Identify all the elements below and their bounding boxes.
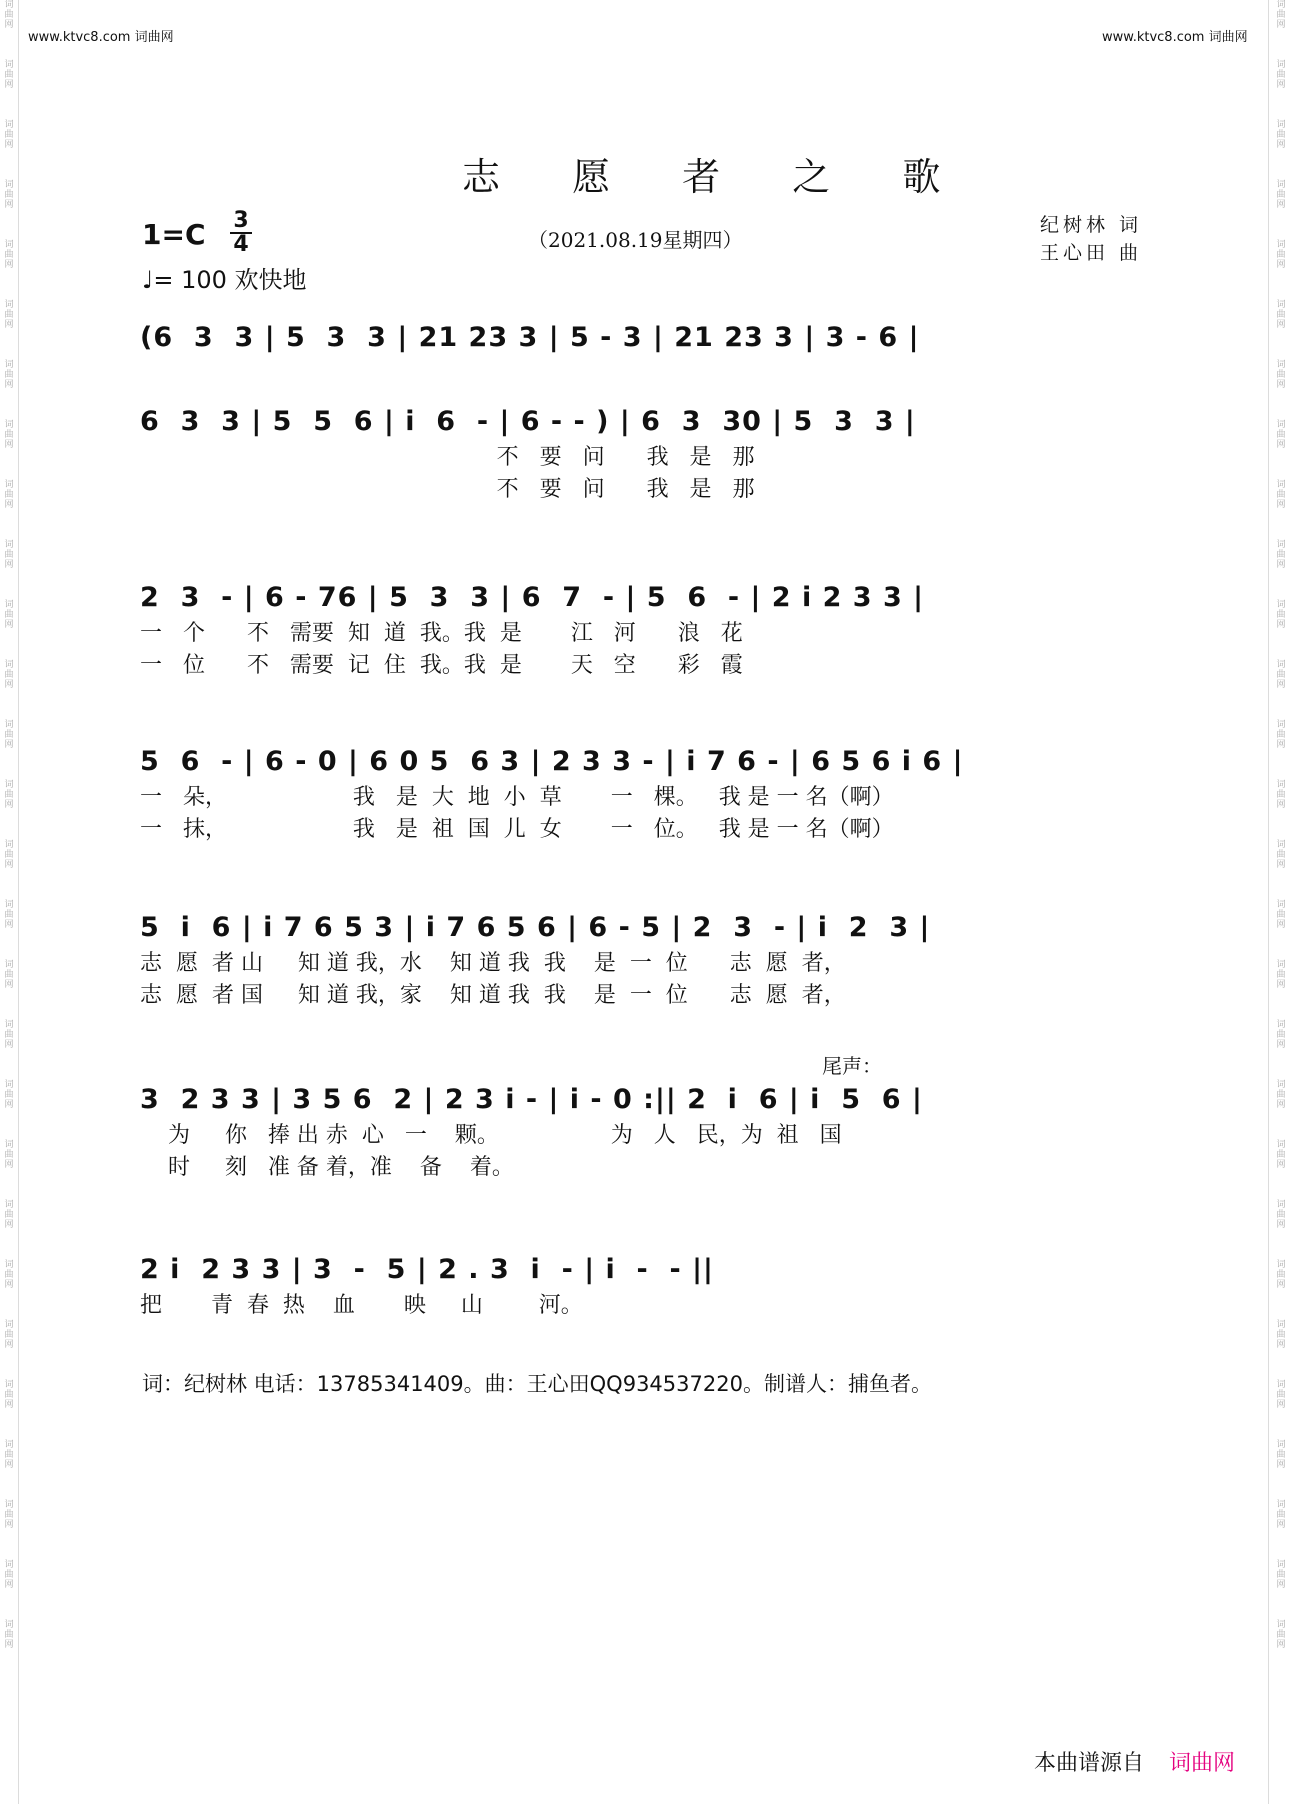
left-watermark-strip xyxy=(2,0,16,1804)
watermark-mark: 词 曲 网 xyxy=(1276,420,1286,450)
lyric-verse-1: 把 青 春 热 血 映 山 河。 xyxy=(140,1293,583,1318)
time-signature-bottom: 4 xyxy=(230,232,252,256)
score-system-2 xyxy=(140,402,1152,506)
tempo-text: = 100 欢快地 xyxy=(153,266,307,294)
watermark-mark: 词 曲 网 xyxy=(1276,360,1286,390)
lyric-verse-2: 志 愿 者 国 知 道 我，家 知 道 我 我 是 一 位 志 愿 者， xyxy=(140,983,846,1008)
watermark-mark: 词 曲 网 xyxy=(1276,1080,1286,1110)
lyric-verse-2: 不 要 问 我 是 那 xyxy=(140,477,755,502)
notation-line: 2 i 2 3 3 | 3 - 5 | 2 . 3 i - | i - - || xyxy=(140,1254,714,1285)
watermark-mark: 词 曲 网 xyxy=(1276,660,1286,690)
watermark-mark: 词 曲 网 xyxy=(1276,900,1286,930)
watermark-mark: 词 曲 网 xyxy=(1276,1620,1286,1650)
watermark-mark: 词 曲 网 xyxy=(4,1380,14,1410)
lyric-verse-1: 不 要 问 我 是 那 xyxy=(140,445,755,470)
watermark-mark: 词 曲 网 xyxy=(1276,0,1286,30)
notation-line: (6 3 3 | 5 3 3 | 21 23 3 | 5 - 3 | 21 23 3 | 3 - 6 | xyxy=(140,322,920,353)
source-site-link[interactable]: 词曲网 xyxy=(1169,1751,1236,1776)
score-system-7 xyxy=(140,1250,1152,1322)
watermark-mark: 词 曲 网 xyxy=(4,0,14,30)
right-margin-line xyxy=(1268,0,1269,1804)
watermark-mark: 词 曲 网 xyxy=(1276,180,1286,210)
watermark-mark: 词 曲 网 xyxy=(4,720,14,750)
tempo-marking xyxy=(142,260,307,295)
watermark-mark: 词 曲 网 xyxy=(4,240,14,270)
watermark-mark: 词 曲 网 xyxy=(1276,1320,1286,1350)
watermark-mark: 词 曲 网 xyxy=(4,600,14,630)
watermark-mark: 词 曲 网 xyxy=(4,420,14,450)
lyric-verse-1: 为 你 捧 出 赤 心 一 颗。 为 人 民，为 祖 国 xyxy=(140,1123,842,1148)
watermark-mark: 词 曲 网 xyxy=(4,480,14,510)
time-signature xyxy=(230,210,252,256)
watermark-mark: 词 曲 网 xyxy=(4,1320,14,1350)
watermark-mark: 词 曲 网 xyxy=(1276,720,1286,750)
quarter-note-icon: ♩ xyxy=(142,266,154,294)
source-attribution xyxy=(1034,1746,1235,1777)
watermark-mark: 词 曲 网 xyxy=(4,1440,14,1470)
watermark-mark: 词 曲 网 xyxy=(4,1200,14,1230)
lyric-verse-1: 志 愿 者 山 知 道 我，水 知 道 我 我 是 一 位 志 愿 者， xyxy=(140,951,846,976)
coda-label: 尾声： xyxy=(822,1054,882,1078)
watermark-mark: 词 曲 网 xyxy=(4,840,14,870)
song-title: 志 愿 者 之 歌 xyxy=(462,155,971,199)
watermark-mark: 词 曲 网 xyxy=(4,1080,14,1110)
watermark-mark: 词 曲 网 xyxy=(4,1020,14,1050)
watermark-mark: 词 曲 网 xyxy=(1276,1200,1286,1230)
left-margin-line xyxy=(18,0,19,1804)
watermark-mark: 词 曲 网 xyxy=(4,180,14,210)
watermark-mark: 词 曲 网 xyxy=(1276,1380,1286,1410)
right-watermark-strip xyxy=(1274,0,1288,1804)
lyric-verse-2: 一 位 不 需要 记 住 我。我 是 天 空 彩 霞 xyxy=(140,653,743,678)
watermark-mark: 词 曲 网 xyxy=(1276,540,1286,570)
date-note: （2021.08.19星期四） xyxy=(528,228,743,252)
site-mark-right[interactable]: www.ktvc8.com 词曲网 xyxy=(1102,30,1248,45)
watermark-mark: 词 曲 网 xyxy=(1276,1560,1286,1590)
watermark-mark: 词 曲 网 xyxy=(4,1140,14,1170)
watermark-mark: 词 曲 网 xyxy=(4,1620,14,1650)
notation-line: 2 3 - | 6 - 76 | 5 3 3 | 6 7 - | 5 6 - | 2 i 2 3 3 | xyxy=(140,582,925,613)
lyric-verse-1: 一 个 不 需要 知 道 我。我 是 江 河 浪 花 xyxy=(140,621,743,646)
watermark-mark: 词 曲 网 xyxy=(1276,1260,1286,1290)
notation-line: 5 i 6 | i 7 6 5 3 | i 7 6 5 6 | 6 - 5 | 2 3 - | i 2 3 | xyxy=(140,912,931,943)
source-prefix: 本曲谱源自 xyxy=(1034,1751,1145,1776)
score-system-6 xyxy=(140,1080,1152,1184)
watermark-mark: 词 曲 网 xyxy=(4,540,14,570)
watermark-mark: 词 曲 网 xyxy=(1276,780,1286,810)
score-system-5 xyxy=(140,908,1152,1012)
watermark-mark: 词 曲 网 xyxy=(1276,1500,1286,1530)
watermark-mark: 词 曲 网 xyxy=(1276,960,1286,990)
watermark-mark: 词 曲 网 xyxy=(1276,840,1286,870)
notation-line: 5 6 - | 6 - 0 | 6 0 5 6 3 | 2 3 3 - | i 7 6 - | 6 5 6 i 6 | xyxy=(140,746,964,777)
lyric-verse-1: 一 朵， 我 是 大 地 小 草 一 棵。 我 是 一 名（啊） xyxy=(140,785,894,810)
lyricist-credit: 纪树林 词 xyxy=(1040,214,1143,236)
credits-footer: 词：纪树林 电话：13785341409。曲：王心田QQ934537220。制谱人：捕鱼者。 xyxy=(142,1372,932,1396)
watermark-mark: 词 曲 网 xyxy=(1276,480,1286,510)
watermark-mark: 词 曲 网 xyxy=(1276,1020,1286,1050)
notation-line: 3 2 3 3 | 3 5 6 2 | 2 3 i - | i - 0 :|| 2 i 6 | i 5 6 | xyxy=(140,1084,923,1115)
lyric-verse-2: 时 刻 准 备 着，准 备 着。 xyxy=(140,1155,514,1180)
watermark-mark: 词 曲 网 xyxy=(1276,300,1286,330)
lyric-verse-2: 一 抹， 我 是 祖 国 儿 女 一 位。 我 是 一 名（啊） xyxy=(140,817,894,842)
key-signature: 1=C xyxy=(142,218,206,251)
composer-credit: 王心田 曲 xyxy=(1040,242,1143,264)
score-system-3 xyxy=(140,578,1152,682)
watermark-mark: 词 曲 网 xyxy=(4,660,14,690)
watermark-mark: 词 曲 网 xyxy=(1276,240,1286,270)
watermark-mark: 词 曲 网 xyxy=(4,60,14,90)
watermark-mark: 词 曲 网 xyxy=(1276,600,1286,630)
watermark-mark: 词 曲 网 xyxy=(1276,1440,1286,1470)
watermark-mark: 词 曲 网 xyxy=(4,1560,14,1590)
score-system-4 xyxy=(140,742,1152,846)
watermark-mark: 词 曲 网 xyxy=(4,120,14,150)
watermark-mark: 词 曲 网 xyxy=(1276,120,1286,150)
watermark-mark: 词 曲 网 xyxy=(1276,1140,1286,1170)
watermark-mark: 词 曲 网 xyxy=(4,1260,14,1290)
score-system-1 xyxy=(140,318,1152,358)
watermark-mark: 词 曲 网 xyxy=(4,360,14,390)
watermark-mark: 词 曲 网 xyxy=(1276,60,1286,90)
watermark-mark: 词 曲 网 xyxy=(4,960,14,990)
watermark-mark: 词 曲 网 xyxy=(4,1500,14,1530)
watermark-mark: 词 曲 网 xyxy=(4,780,14,810)
notation-line: 6 3 3 | 5 5 6 | i 6 - | 6 - - ) | 6 3 30 | 5 3 3 | xyxy=(140,406,916,437)
watermark-mark: 词 曲 网 xyxy=(4,900,14,930)
site-mark-left[interactable]: www.ktvc8.com 词曲网 xyxy=(28,30,174,45)
watermark-mark: 词 曲 网 xyxy=(4,300,14,330)
time-signature-top: 3 xyxy=(233,208,249,233)
